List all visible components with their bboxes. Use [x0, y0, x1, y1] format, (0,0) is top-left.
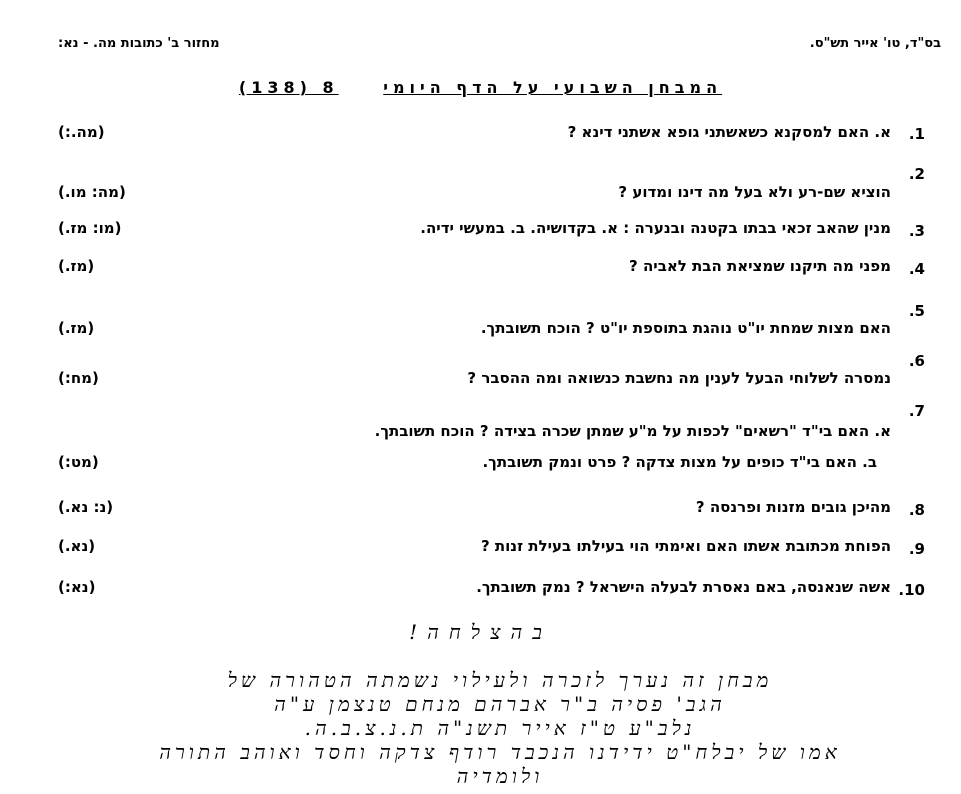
- question-number: .7: [908, 402, 925, 420]
- question-text: האם מצות שמחת יו"ט נוהגת בתוספת יו"ט ? הוכח תשובתך.: [480, 319, 891, 337]
- question-reference: (מה: מו.): [58, 183, 126, 201]
- question-number: .10: [898, 581, 925, 599]
- question-reference: (מו: מז.): [58, 219, 122, 237]
- question-reference: (מז.): [58, 319, 95, 337]
- question-number: .3: [908, 222, 925, 240]
- question-number: .2: [908, 165, 925, 183]
- question-text: א. האם למסקנא כשאשתני גופא אשתני דינא ?: [567, 123, 891, 141]
- page-header: [0, 36, 961, 58]
- title-number: 8 (138): [238, 78, 339, 97]
- page-title: [0, 78, 961, 97]
- question-number: .5: [908, 302, 925, 320]
- question-reference: (מז.): [58, 257, 95, 275]
- question-text: מפני מה תיקנו שמציאת הבת לאביה ?: [629, 257, 891, 275]
- dedication-line: אמו של יבלח"ט ידידנו הנכבד רודף צדקה וחסד ואוהב התורה: [159, 740, 841, 764]
- question-number: .6: [908, 352, 925, 370]
- question-number: .1: [908, 125, 925, 143]
- question-text: מהיכן גובים מזנות ופרנסה ?: [695, 498, 891, 516]
- question-text: אשה שנאנסה, באם נאסרת לבעלה הישראל ? נמק תשובתך.: [476, 578, 891, 596]
- dedication-line: מבחן זה נערך לזכרה ולעילוי נשמתה הטהורה של: [227, 668, 773, 692]
- dedication-line: ולומדיה: [456, 764, 544, 788]
- title-text: המבחן השבועי על הדף היומי: [383, 78, 723, 97]
- closing-wish: בהצלחה!: [409, 620, 552, 644]
- header-date: בס"ד, טו' אייר תש"ס.: [809, 36, 941, 51]
- question-text-part-b: ב. האם בי"ד כופים על מצות צדקה ? פרט ונמק תשובתך.: [482, 453, 877, 471]
- question-reference: (מט:): [58, 453, 99, 471]
- question-text: א. האם בי"ד "רשאים" לכפות על מ"ע שמתן שכרה בצידה ? הוכח תשובתך.: [374, 422, 891, 440]
- question-text: מנין שהאב זכאי בבתו בקטנה ובנערה : א. בקדושיה. ב. במעשי ידיה.: [420, 219, 891, 237]
- question-reference: (נא:): [58, 578, 96, 596]
- question-text: נמסרה לשלוחי הבעל לענין מה נחשבת כנשואה ומה ההסבר ?: [467, 369, 891, 387]
- dedication-line: הגב' פסיה ב"ר אברהם מנחם טנצמן ע"ה: [274, 692, 726, 716]
- question-text: הוציא שם-רע ולא בעל מה דינו ומדוע ?: [618, 183, 891, 201]
- question-reference: (נ: נא.): [58, 498, 114, 516]
- dedication-line: נלב"ע ט"ז אייר תשנ"ה ת.נ.צ.ב.ה.: [304, 716, 696, 740]
- question-number: .8: [908, 501, 925, 519]
- question-text: הפוחת מכתובת אשתו האם ואימתי הוי בעילתו בעילת זנות ?: [480, 537, 891, 555]
- question-reference: (מה.:): [58, 123, 105, 141]
- question-reference: (מח:): [58, 369, 99, 387]
- question-number: .9: [908, 540, 925, 558]
- question-reference: (נא.): [58, 537, 96, 555]
- question-number: .4: [908, 260, 925, 278]
- header-cycle: מחזור ב' כתובות מה. - נא:: [58, 36, 220, 51]
- dedication-block: [60, 668, 940, 788]
